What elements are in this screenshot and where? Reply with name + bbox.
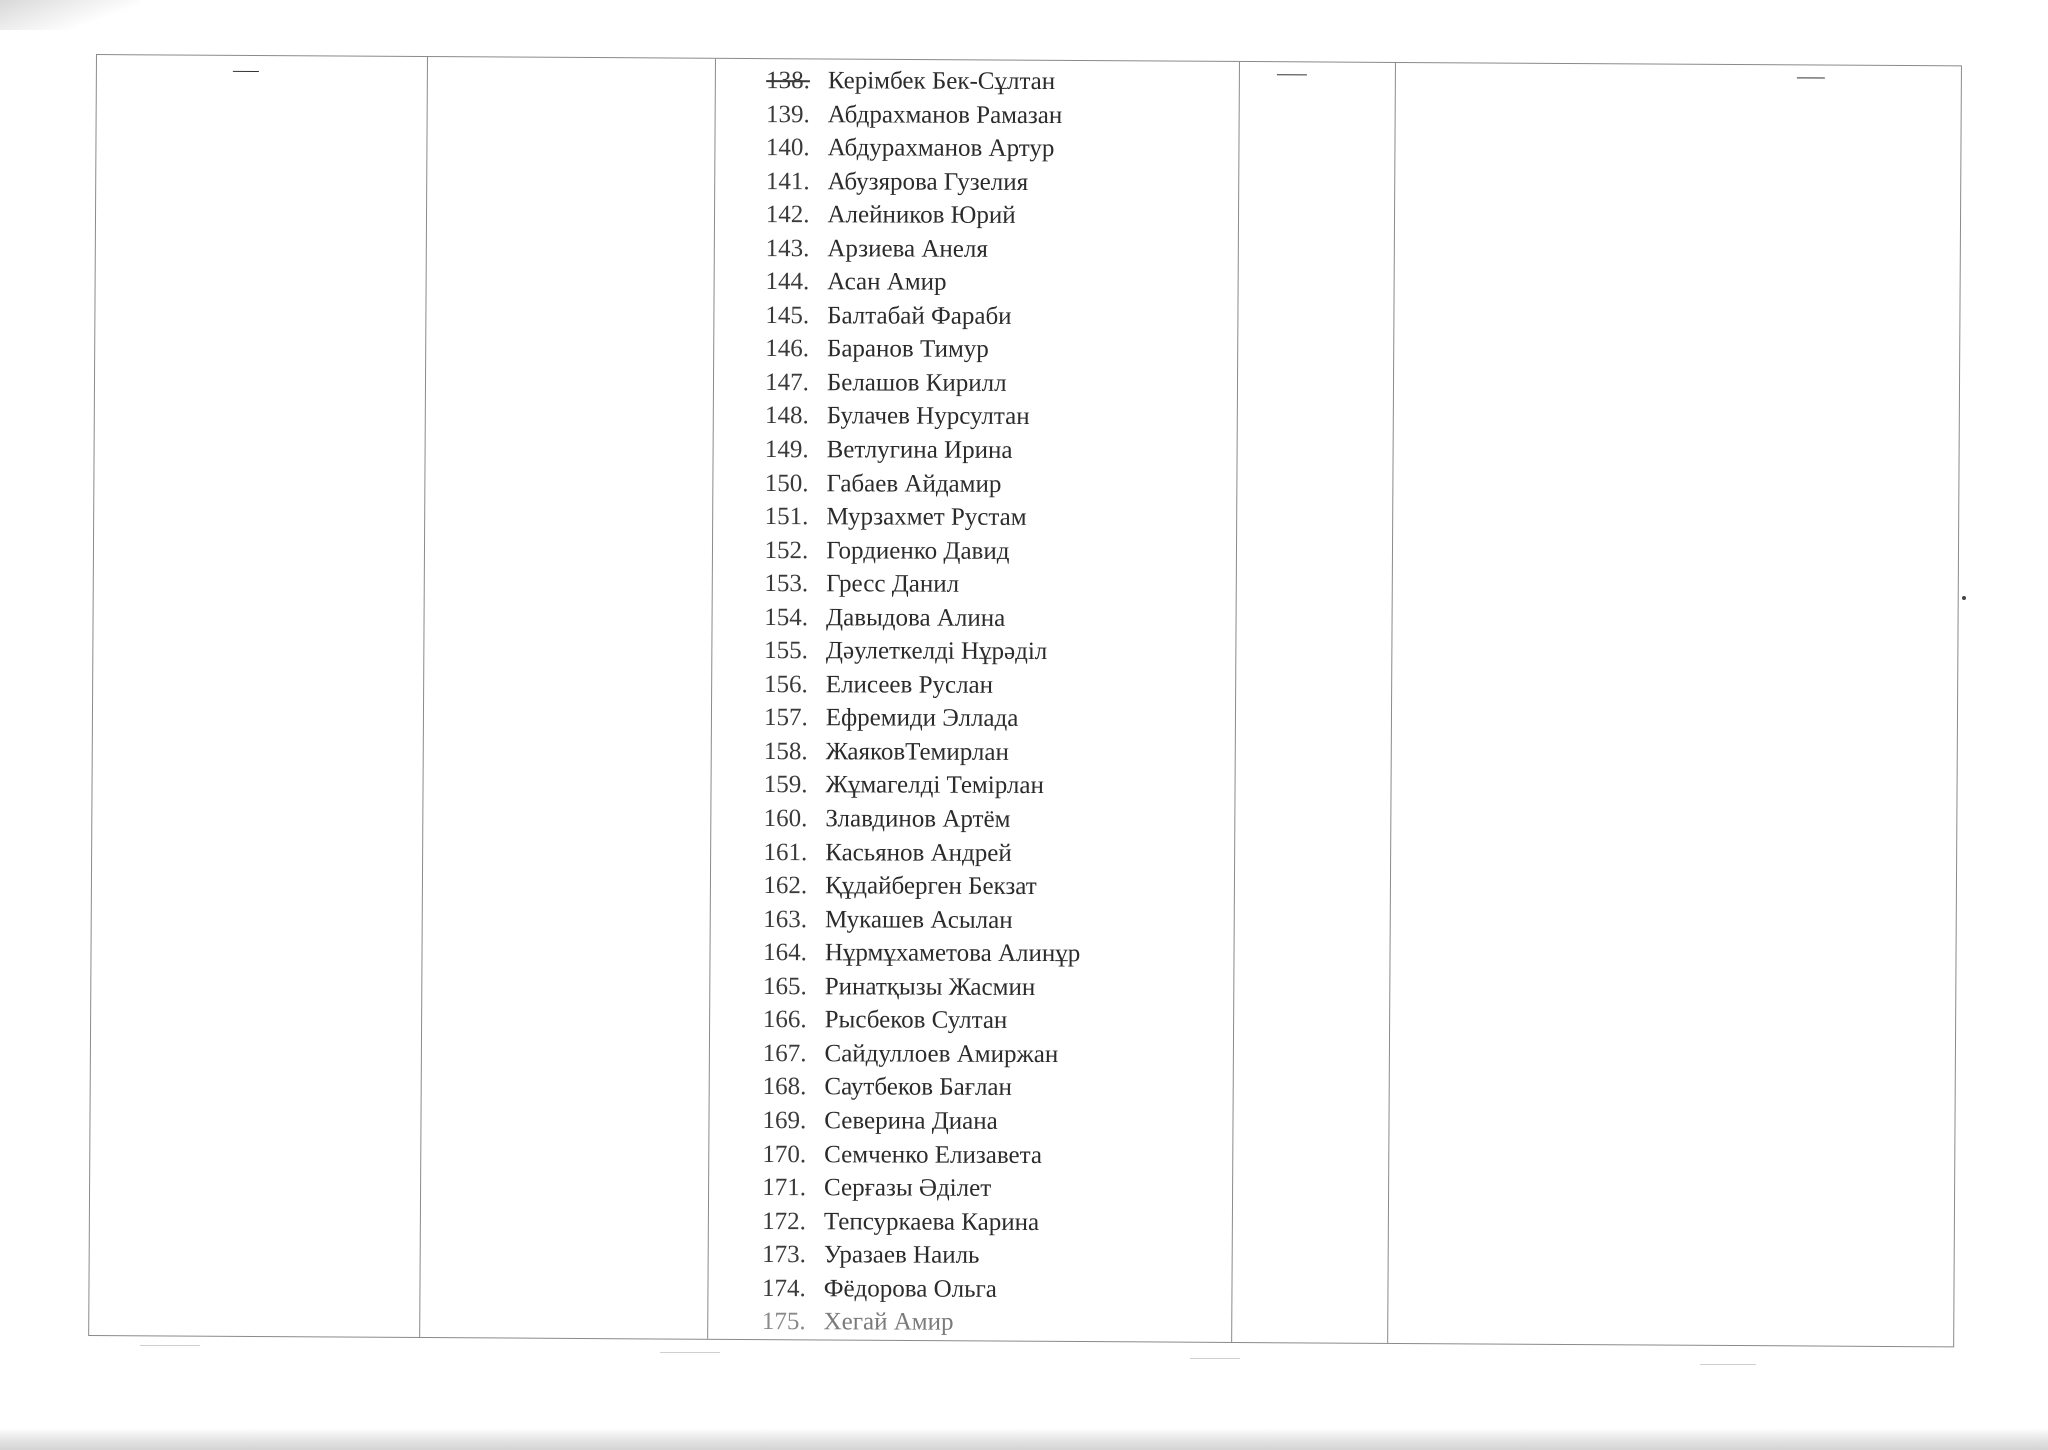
entry-number: 153. xyxy=(764,570,809,598)
list-item xyxy=(744,1305,1224,1340)
entry-number: 146. xyxy=(765,335,810,363)
list-item xyxy=(747,265,1227,300)
list-item xyxy=(746,534,1226,569)
entry-number: 162. xyxy=(763,872,808,900)
list-item xyxy=(745,836,1225,871)
entry-name: Белашов Кирилл xyxy=(826,369,1007,397)
name-list xyxy=(744,64,1228,1340)
entry-number: 167. xyxy=(762,1039,807,1068)
scan-shadow-bottom xyxy=(0,1428,2048,1450)
column-divider-4 xyxy=(1387,63,1396,1343)
list-item xyxy=(745,970,1225,1005)
entry-number: 152. xyxy=(764,536,809,564)
entry-name: Абдурахманов Артур xyxy=(827,134,1055,163)
list-item xyxy=(747,433,1227,468)
entry-number: 155. xyxy=(764,637,808,665)
list-item xyxy=(745,936,1225,971)
entry-number: 175. xyxy=(761,1308,806,1336)
entry-number: 145. xyxy=(765,301,810,330)
entry-name: Сайдуллоев Амиржан xyxy=(824,1040,1059,1068)
column-divider-2 xyxy=(707,59,716,1339)
entry-name: Балтабай Фараби xyxy=(827,302,1012,330)
entry-name: Северина Диана xyxy=(824,1107,998,1135)
column-divider-1 xyxy=(419,57,428,1337)
list-item xyxy=(746,601,1226,636)
entry-name: Керімбек Бек-Сұлтан xyxy=(827,67,1056,96)
entry-name: ЖаяковТемирлан xyxy=(825,738,1009,766)
list-item xyxy=(747,366,1227,401)
list-item xyxy=(746,500,1226,535)
entry-name: Гордиенко Давид xyxy=(826,536,1010,565)
entry-name: Құдайберген Бекзат xyxy=(825,872,1037,901)
entry-name: Гресс Данил xyxy=(826,570,960,598)
list-item xyxy=(745,802,1225,837)
entry-name: Мукашев Асылан xyxy=(824,905,1013,934)
list-item xyxy=(744,1171,1224,1206)
entry-number: 154. xyxy=(764,603,809,631)
scan-smudge xyxy=(1700,1364,1756,1365)
entry-number: 160. xyxy=(763,805,808,833)
entry-number: 166. xyxy=(762,1006,807,1034)
entry-name: Дәулеткелді Нұрәділ xyxy=(825,637,1048,666)
entry-name: Злавдинов Артём xyxy=(825,805,1011,833)
entry-name: Ринатқызы Жасмин xyxy=(824,973,1036,1001)
list-item xyxy=(747,299,1227,334)
entry-name: Уразаев Наиль xyxy=(823,1241,980,1269)
list-item xyxy=(747,198,1227,233)
list-item xyxy=(747,232,1227,267)
entry-number: 169. xyxy=(762,1107,807,1135)
list-item xyxy=(744,1037,1224,1072)
entry-number: 139. xyxy=(766,100,810,128)
entry-name: Баранов Тимур xyxy=(826,335,989,364)
column-divider-3 xyxy=(1231,62,1240,1342)
entry-name: Жұмагелді Темірлан xyxy=(825,771,1044,800)
list-item xyxy=(748,165,1228,200)
list-item xyxy=(745,1003,1225,1038)
entry-name: Давыдова Алина xyxy=(826,604,1006,632)
entry-name: Габаев Айдамир xyxy=(826,469,1002,498)
list-item xyxy=(745,768,1225,803)
list-item xyxy=(746,467,1226,502)
entry-number: 138. xyxy=(766,67,810,95)
list-item xyxy=(745,903,1225,938)
scan-smudge xyxy=(140,1345,200,1346)
list-item xyxy=(747,332,1227,367)
list-item xyxy=(746,567,1226,602)
entry-name: Тепсуркаева Карина xyxy=(823,1207,1040,1236)
entry-name: Ефремиди Эллада xyxy=(825,704,1019,733)
entry-number: 168. xyxy=(762,1073,807,1101)
entry-name: Алейников Юрий xyxy=(827,201,1016,230)
list-item xyxy=(744,1205,1224,1240)
list-item xyxy=(744,1104,1224,1139)
entry-number: 141. xyxy=(765,167,810,195)
list-item xyxy=(744,1137,1224,1172)
list-item xyxy=(744,1238,1224,1273)
entry-number: 171. xyxy=(762,1174,807,1202)
list-item xyxy=(745,869,1225,904)
entry-number: 142. xyxy=(765,201,810,229)
entry-number: 143. xyxy=(765,234,810,262)
entry-number: 172. xyxy=(762,1207,807,1235)
entry-name: Ветлугина Ирина xyxy=(826,436,1013,464)
entry-name: Нұрмұхаметова Алинұр xyxy=(824,939,1081,968)
entry-number: 165. xyxy=(762,972,807,1000)
entry-name: Касьянов Андрей xyxy=(825,838,1012,867)
entry-number: 148. xyxy=(764,402,809,430)
entry-name: Фёдорова Ольга xyxy=(823,1274,997,1303)
empty-cell-dash-3 xyxy=(1797,77,1825,78)
list-item xyxy=(747,399,1227,434)
entry-number: 157. xyxy=(763,704,808,732)
entry-name: Арзиева Анеля xyxy=(827,235,988,263)
list-item xyxy=(744,1272,1224,1307)
entry-name: Хегай Амир xyxy=(823,1308,954,1336)
list-item xyxy=(746,735,1226,770)
list-item xyxy=(746,701,1226,736)
list-item xyxy=(744,1070,1224,1105)
scan-smudge xyxy=(1190,1358,1240,1359)
entry-number: 144. xyxy=(765,268,810,296)
entry-number: 161. xyxy=(763,838,808,866)
entry-name: Серғазы Әділет xyxy=(824,1174,992,1202)
entry-number: 150. xyxy=(764,469,809,497)
entry-name: Елисеев Руслан xyxy=(825,671,994,699)
entry-number: 173. xyxy=(762,1241,806,1269)
list-item xyxy=(748,131,1228,166)
list-item xyxy=(746,668,1226,703)
entry-number: 174. xyxy=(761,1274,806,1302)
entry-name: Асан Амир xyxy=(827,268,947,296)
scan-speck xyxy=(1962,596,1966,600)
entry-name: Мурзахмет Рустам xyxy=(826,503,1027,532)
entry-number: 156. xyxy=(764,670,808,699)
entry-name: Семченко Елизавета xyxy=(824,1140,1042,1169)
entry-name: Булачев Нурсултан xyxy=(826,402,1030,431)
entry-number: 170. xyxy=(762,1140,807,1168)
entry-number: 159. xyxy=(763,771,808,799)
list-item xyxy=(748,64,1228,99)
entry-name: Абдрахманов Рамазан xyxy=(827,100,1063,129)
entry-name: Рысбеков Султан xyxy=(824,1006,1008,1035)
entry-number: 149. xyxy=(764,436,809,464)
entry-number: 147. xyxy=(765,368,809,397)
scan-shadow-corner xyxy=(0,0,140,30)
empty-cell-dash-2 xyxy=(1277,74,1307,75)
list-item xyxy=(746,634,1226,669)
entry-number: 158. xyxy=(763,737,808,766)
scan-smudge xyxy=(660,1352,720,1353)
list-item xyxy=(748,98,1228,133)
entry-number: 163. xyxy=(763,905,808,933)
entry-name: Абузярова Гузелия xyxy=(827,167,1029,196)
entry-number: 151. xyxy=(764,503,809,531)
entry-name: Саутбеков Бағлан xyxy=(824,1073,1012,1102)
entry-number: 140. xyxy=(765,134,810,162)
entry-number: 164. xyxy=(763,939,807,967)
empty-cell-dash-1 xyxy=(233,71,259,72)
